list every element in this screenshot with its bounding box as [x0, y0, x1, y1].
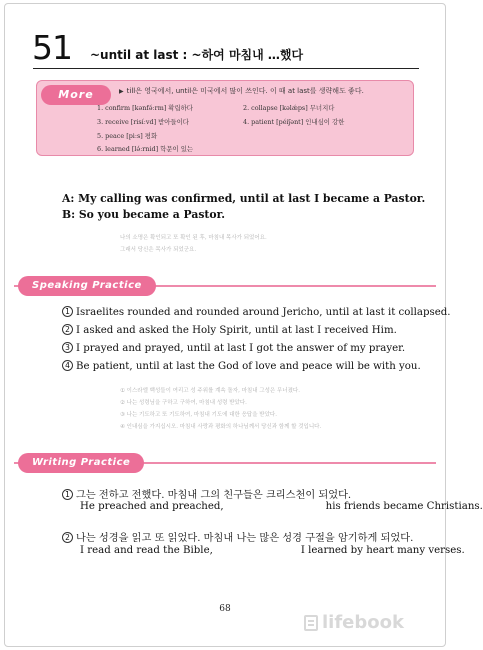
speaking-item — [62, 306, 451, 318]
vocab-item: 3. receive [risíːvd] 받아들이다 — [97, 118, 189, 126]
item-number: 2 — [62, 324, 73, 335]
vocab-item: 2. collapse [kəlǽps] 무너지다 — [243, 104, 335, 112]
vocab-item: 6. learned [lə́ːrnid] 학문이 있는 — [97, 145, 194, 153]
speaking-text: Be patient, until at last the God of love and peace will be with you. — [76, 361, 421, 372]
writing-item-english — [80, 501, 483, 512]
writing-english-end: I learned by heart many verses. — [300, 545, 465, 556]
writing-item-english — [80, 545, 465, 556]
speaking-text: I prayed and prayed, until at last I got the answer of my prayer. — [76, 343, 406, 354]
dialog-line-b: B: So you became a Pastor. — [62, 208, 226, 221]
writing-item-korean — [62, 529, 413, 544]
item-number: 1 — [62, 489, 73, 500]
speaking-item — [62, 342, 405, 354]
vocab-item: 5. peace [piːs] 평화 — [97, 132, 158, 140]
watermark-text: lifebook — [322, 612, 404, 633]
triangle-bullet-icon: ▶ — [119, 88, 124, 95]
lesson-header — [32, 28, 303, 67]
speaking-text: I asked and asked the Holy Spirit, until at last I received Him. — [76, 325, 397, 336]
writing-practice-label: Writing Practice — [18, 453, 144, 473]
lesson-title: ~until at last : ~하여 마침내 …했다 — [90, 48, 304, 62]
speaking-item — [62, 324, 397, 336]
header-rule — [33, 68, 419, 69]
item-number: 1 — [62, 306, 73, 317]
lesson-number: 51 — [32, 28, 72, 67]
vocab-item: 1. confirm [kənfə́ːrm] 확립하다 — [97, 104, 193, 112]
more-note-text: till은 영국에서, until은 미국에서 많이 쓰인다. 이 때 at last를 생략해도 좋다. — [126, 87, 364, 95]
page-number: 68 — [219, 604, 231, 614]
dialog-line-a: A: My calling was confirmed, until at last I became a Pastor. — [62, 192, 426, 205]
book-icon — [304, 615, 318, 631]
more-note — [119, 86, 364, 96]
writing-english-start: He preached and preached, — [80, 501, 224, 512]
dialog-translation: 그래서 당신은 목사가 되었군요. — [120, 247, 197, 253]
item-number: 2 — [62, 532, 73, 543]
writing-practice-header — [14, 453, 436, 473]
speaking-practice-header — [14, 276, 436, 296]
writing-korean-text: 그는 전하고 전했다. 마침내 그의 친구들은 크리스천이 되었다. — [76, 490, 352, 501]
vocab-item: 4. patient [péiʃənt] 인내심이 강한 — [243, 118, 345, 126]
speaking-item — [62, 360, 421, 372]
item-number: 4 — [62, 360, 73, 371]
speaking-text: Israelites rounded and rounded around Jericho, until at last it collapsed. — [76, 307, 451, 318]
writing-english-start: I read and read the Bible, — [80, 545, 213, 556]
more-tab: More — [41, 85, 111, 105]
more-box — [36, 80, 414, 156]
item-number: 3 — [62, 342, 73, 353]
writing-english-end: his friends became Christians. — [325, 501, 483, 512]
watermark — [304, 612, 404, 633]
writing-item-korean — [62, 486, 351, 501]
speaking-practice-label: Speaking Practice — [18, 276, 156, 296]
speaking-translation: ③ 나는 기도하고 또 기도하여, 마침내 기도에 대한 응답을 받았다. — [120, 412, 277, 418]
writing-korean-text: 나는 성경을 읽고 또 읽었다. 마침내 나는 많은 성경 구절을 암기하게 되었다. — [76, 533, 414, 544]
speaking-translation: ④ 인내심을 가지십시오. 마침내 사랑과 평화의 하나님께서 당신과 함께 할 것입니다. — [120, 424, 322, 430]
speaking-translation: ② 나는 성령님을 구하고 구하여, 마침내 성령 받았다. — [120, 400, 247, 406]
speaking-translation: ① 이스라엘 백성들이 여리고 성 주위를 계속 돌자, 마침내 그성은 무너졌다. — [120, 388, 300, 394]
dialog-translation: 나의 소명은 확인되고 또 확인 된 후, 마침내 목사가 되었어요. — [120, 235, 267, 241]
